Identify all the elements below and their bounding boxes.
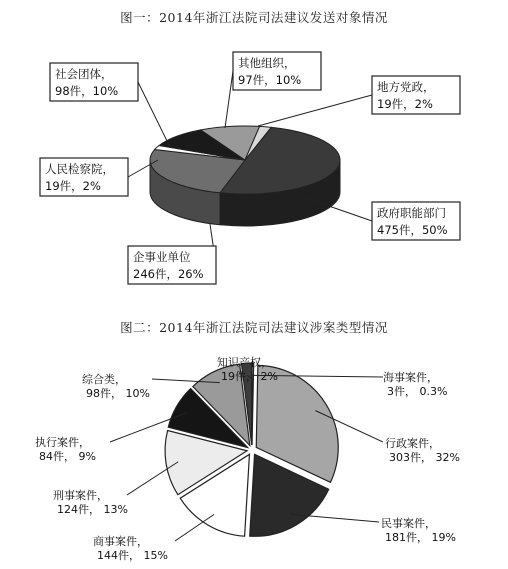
pie-2-label-detail-2: 181件， 19%: [385, 531, 456, 544]
pie-1-label-name-5: 地方党政，: [377, 80, 435, 94]
pie-1-label-detail-2: 19件，2%: [45, 179, 101, 193]
pie-1-label-1: [128, 224, 216, 284]
pie-1-label-name-0: 政府职能部门: [377, 206, 446, 220]
pie-1-label-name-1: 企事业单位: [133, 250, 191, 264]
pie-1-leader-5: [258, 95, 372, 126]
pie-2-label-4: [53, 462, 178, 516]
pie-2-label-detail-6: 98件， 10%: [86, 387, 150, 400]
pie-1-leader-4: [225, 71, 233, 128]
pie-1-label-detail-1: 246件，26%: [133, 267, 204, 281]
pie-2: [165, 363, 338, 536]
pie-2-label-name-6: 综合类，: [82, 373, 126, 386]
pie-1-label-detail-4: 97件，10%: [238, 73, 302, 87]
pie-1: [150, 126, 340, 226]
pie-1-label-detail-0: 475件，50%: [377, 223, 448, 237]
pie-2-label-detail-3: 144件， 15%: [97, 549, 168, 562]
pie-1-leader-3: [138, 82, 170, 147]
pie-2-label-detail-4: 124件， 13%: [57, 503, 128, 516]
pie-2-label-5: [35, 413, 187, 463]
pie-2-label-name-3: 商事案件，: [93, 535, 148, 548]
pie-2-label-detail-5: 84件， 9%: [39, 450, 96, 463]
pie-1-label-name-2: 人民检察院，: [45, 162, 114, 176]
pie-2-label-detail-0: 3件， 0.3%: [387, 385, 448, 398]
pie-2-label-name-7: 知识产权，: [217, 356, 272, 369]
pie-2-leader-3: [175, 514, 214, 541]
pie-1-label-name-4: 其他组织，: [238, 56, 296, 70]
pie-1-label-name-3: 社会团体，: [55, 67, 113, 81]
chart-1-title: 图一：2014年浙江法院司法建议发送对象情况: [120, 10, 388, 25]
pie-2-label-name-5: 执行案件，: [35, 436, 90, 449]
pie-2-label-detail-1: 303件， 32%: [389, 451, 460, 464]
pie-2-label-2: [290, 514, 456, 544]
pie-2-label-name-0: 海事案件，: [383, 371, 438, 384]
chart-2-title: 图二：2014年浙江法院司法建议涉案类型情况: [120, 320, 388, 335]
pie-2-label-name-2: 民事案件，: [381, 517, 436, 530]
pie-1-label-4: [225, 52, 321, 128]
pie-2-label-3: [93, 514, 214, 562]
pie-1-label-2: [40, 158, 158, 196]
pie-2-label-name-4: 刑事案件，: [53, 489, 108, 502]
pie-1-label-detail-5: 19件，2%: [377, 97, 433, 111]
pie-2-label-name-1: 行政案件，: [385, 437, 440, 450]
pie-1-label-3: [50, 63, 170, 147]
pie-2-label-detail-7: 19件， 2%: [221, 370, 278, 383]
pie-1-label-detail-3: 98件，10%: [55, 84, 119, 98]
